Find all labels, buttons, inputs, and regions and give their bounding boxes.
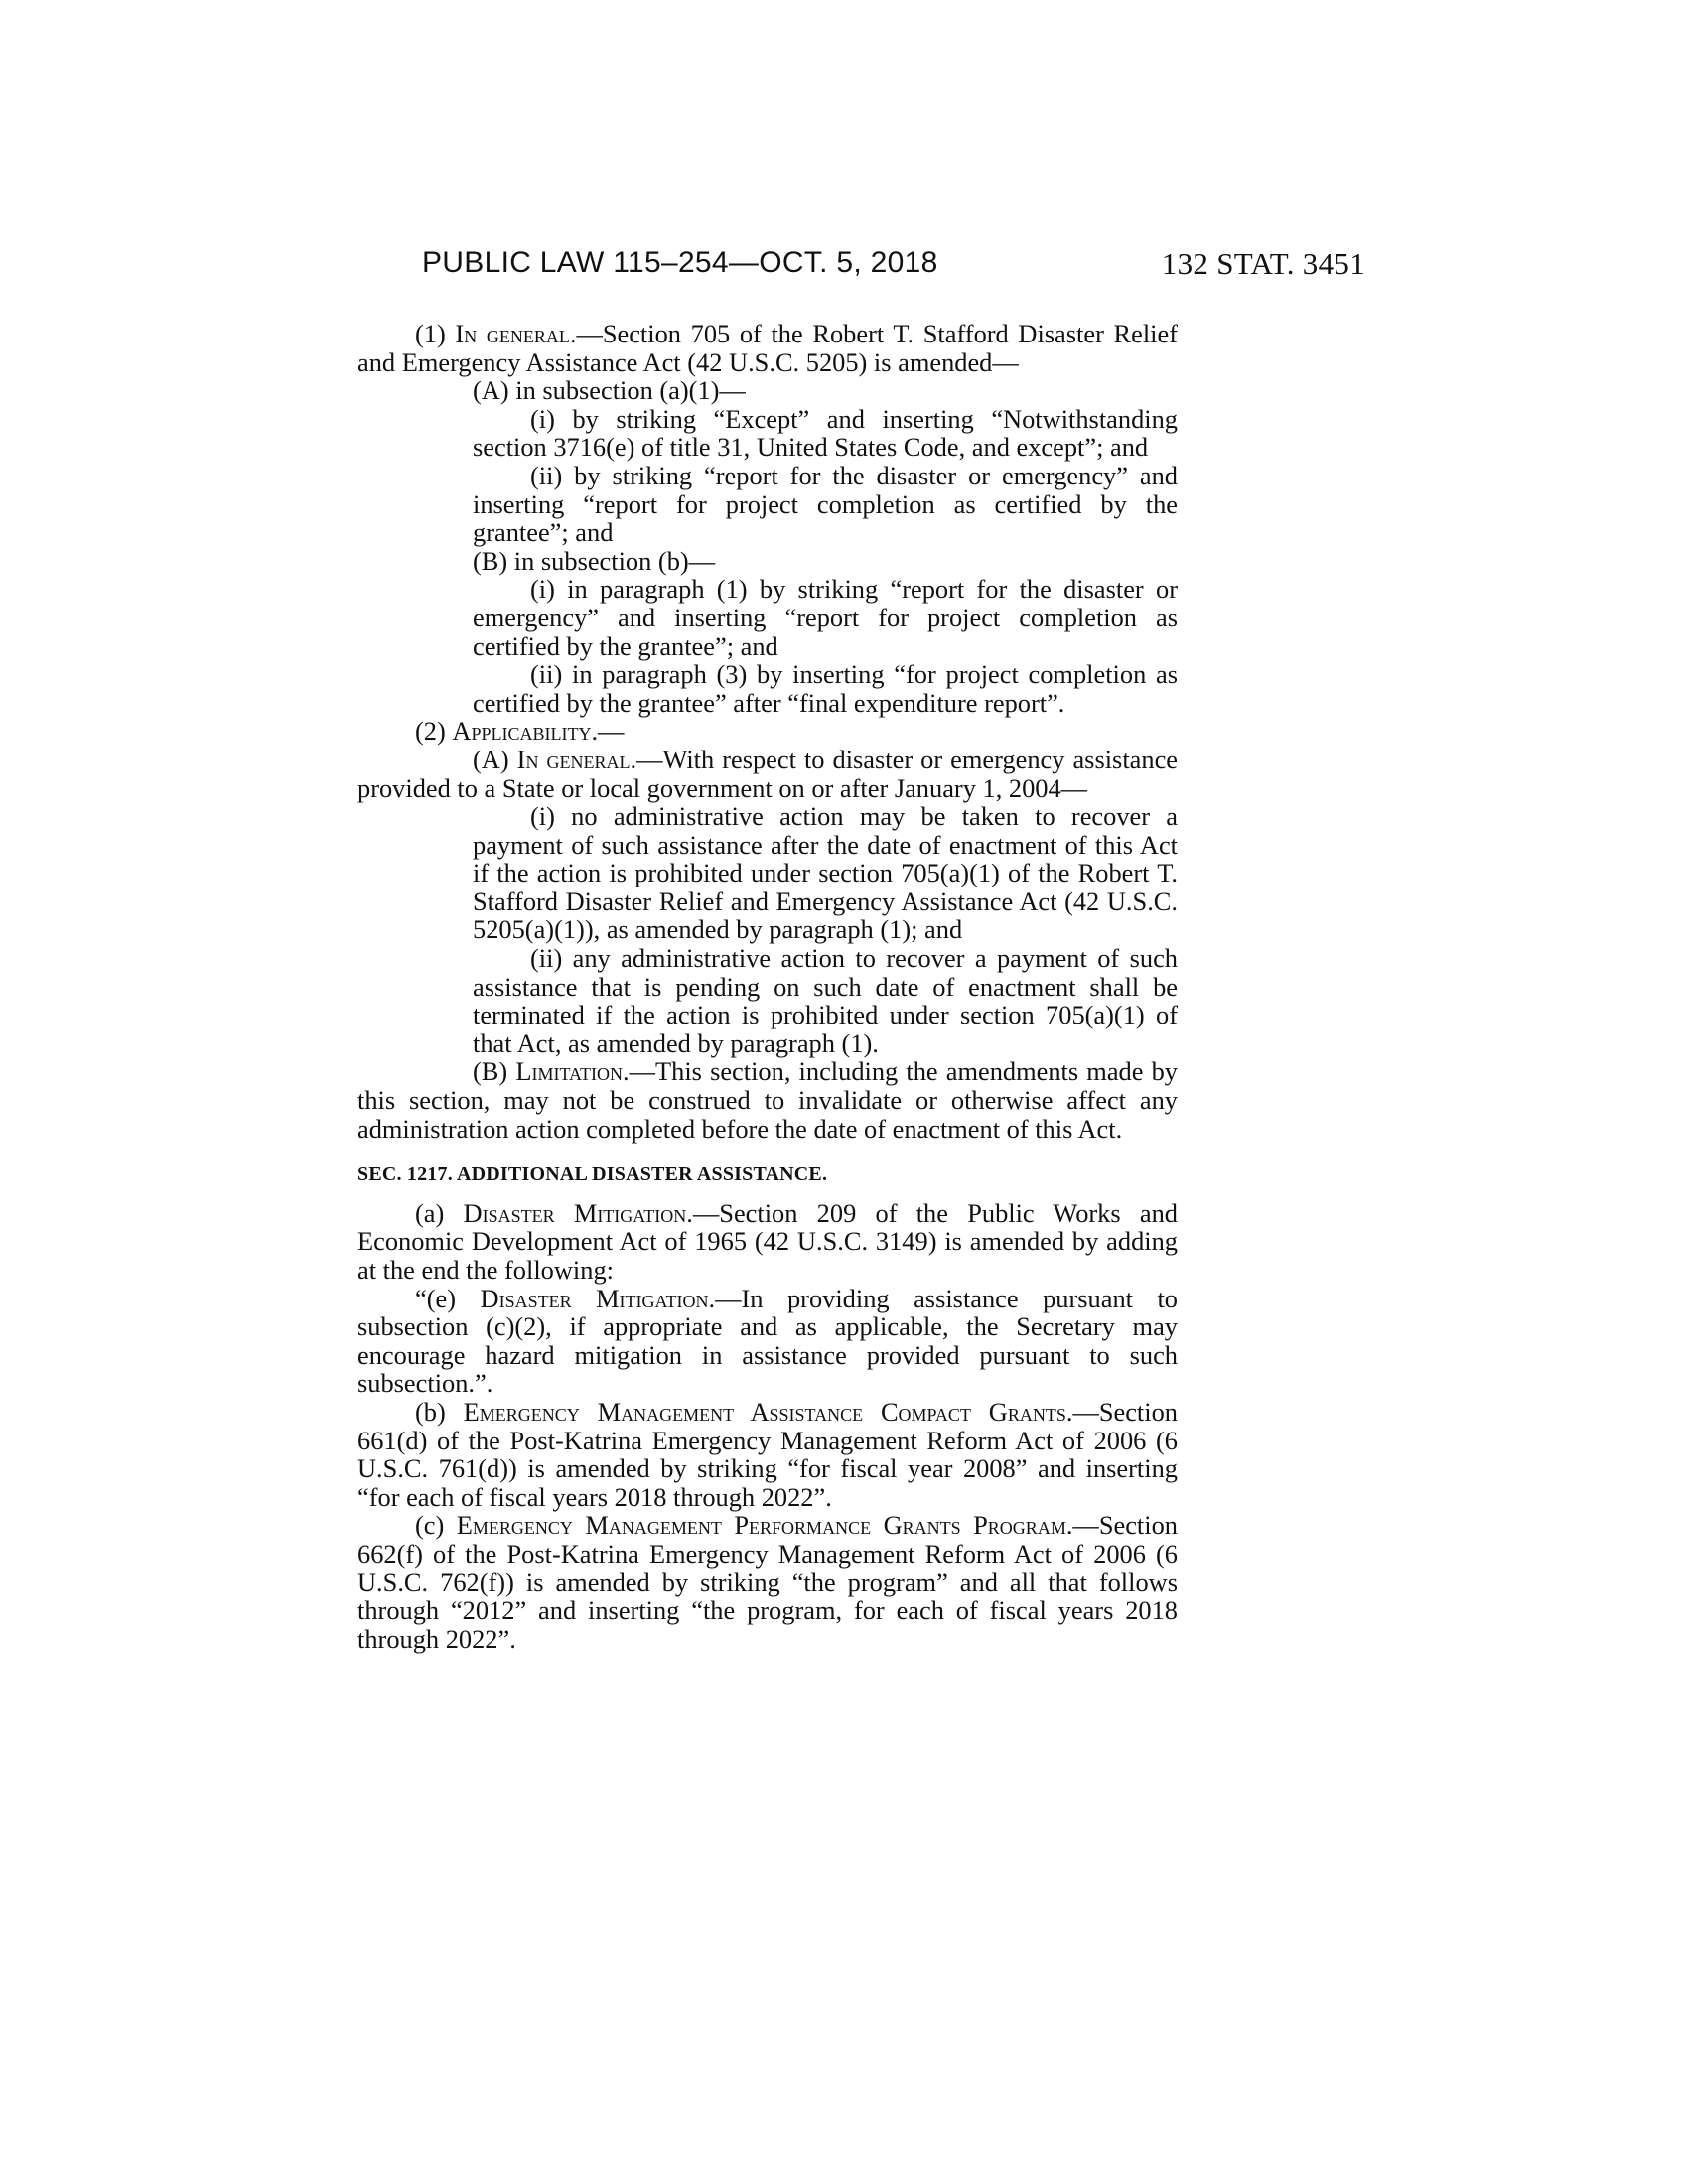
subparagraph-2a-heading: In general [516, 744, 631, 774]
paragraph-1-heading: In general [455, 319, 570, 348]
paragraph-2: (2) Applicability.— [415, 716, 625, 747]
subparagraph-2a: (A) In general.—With respect to disaster or emergency assistance provided to a State or local government on or after January 1, 2004— [357, 744, 1178, 803]
subsection-b: (b) Emergency Management Assistance Compact Grants.—Section 661(d) of the Post-Katrina Emergency Management Reform Act of 2006 (6 U.S.C. 761(d)) is amended by striking “for fiscal year 2008” and inserting “for each of fiscal years 2018 through 2022”. [357, 1396, 1178, 1512]
quoted-subsection-e: “(e) Disaster Mitigation.—In providing assistance pursuant to subsection (c)(2), if appropriate and as applicable, the Secretary may encourage hazard mitigation in assistance provided pursuant to such subsection.”. [357, 1283, 1178, 1399]
subparagraph-2b-heading: Limitation [515, 1056, 624, 1087]
subsection-c-heading: Emergency Management Performance Grants Program [456, 1510, 1066, 1541]
subsection-a-heading: Disaster Mitigation [463, 1197, 687, 1228]
subsection-a: (a) Disaster Mitigation.—Section 209 of the Public Works and Economic Development Act of 1965 (42 U.S.C. 3149) is amended by adding at the end the following: [357, 1197, 1178, 1285]
public-law-citation: PUBLIC LAW 115–254—OCT. 5, 2018 [422, 246, 938, 279]
clause-1a-ii: (ii) by striking “report for the disaster or emergency” and inserting “report for project completion as certified by the grantee”; and [473, 460, 1178, 548]
subparagraph-1b: (B) in subsection (b)— [473, 545, 716, 576]
page-header [422, 246, 1365, 286]
section-heading: SEC. 1217. ADDITIONAL DISASTER ASSISTANCE. [357, 1163, 828, 1186]
subparagraph-1a: (A) in subsection (a)(1)— [473, 375, 746, 406]
subparagraph-2b: (B) Limitation.—This section, including the amendments made by this section, may not be construed to invalidate or otherwise affect any administration action completed before the date of enactment of this Act. [357, 1056, 1178, 1144]
subsection-b-heading: Emergency Management Assistance Compact Grants [463, 1396, 1066, 1427]
statute-page-number: 132 STAT. 3451 [1161, 246, 1365, 281]
paragraph-2-heading: Applicability [452, 716, 592, 747]
document-body [357, 320, 1178, 1653]
clause-1b-i: (i) in paragraph (1) by striking “report for the disaster or emergency” and inserting “report for project completion as certified by the grantee”; and [473, 574, 1178, 661]
subsection-e-heading: Disaster Mitigation [480, 1283, 709, 1313]
subsection-c: (c) Emergency Management Performance Grants Program.—Section 662(f) of the Post-Katrina Emergency Management Reform Act of 2006 (6 U.S.C. 762(f)) is amended by striking “the program” and all that follows through “2012” and inserting “the program, for each of fiscal years 2018 through 2022”. [357, 1510, 1178, 1654]
clause-2a-ii: (ii) any administrative action to recover a payment of such assistance that is pending on such date of enactment shall be terminated if the action is prohibited under section 705(a)(1) of that Act, as amended by paragraph (1). [473, 943, 1178, 1058]
clause-1b-ii: (ii) in paragraph (3) by inserting “for project completion as certified by the grantee” after “final expenditure report”. [473, 659, 1178, 718]
clause-2a-i: (i) no administrative action may be taken to recover a payment of such assistance after the date of enactment of this Act if the action is prohibited under section 705(a)(1) of the Robert T. Stafford Disaster Relief and Emergency Assistance Act (42 U.S.C. 5205(a)(1)), as amended by paragraph (1); and [473, 801, 1178, 945]
clause-1a-i: (i) by striking “Except” and inserting “Notwithstanding section 3716(e) of title 31, United States Code, and except”; and [473, 403, 1178, 463]
paragraph-1: (1) In general.—Section 705 of the Robert T. Stafford Disaster Relief and Emergency Assistance Act (42 U.S.C. 5205) is amended— [357, 319, 1178, 377]
